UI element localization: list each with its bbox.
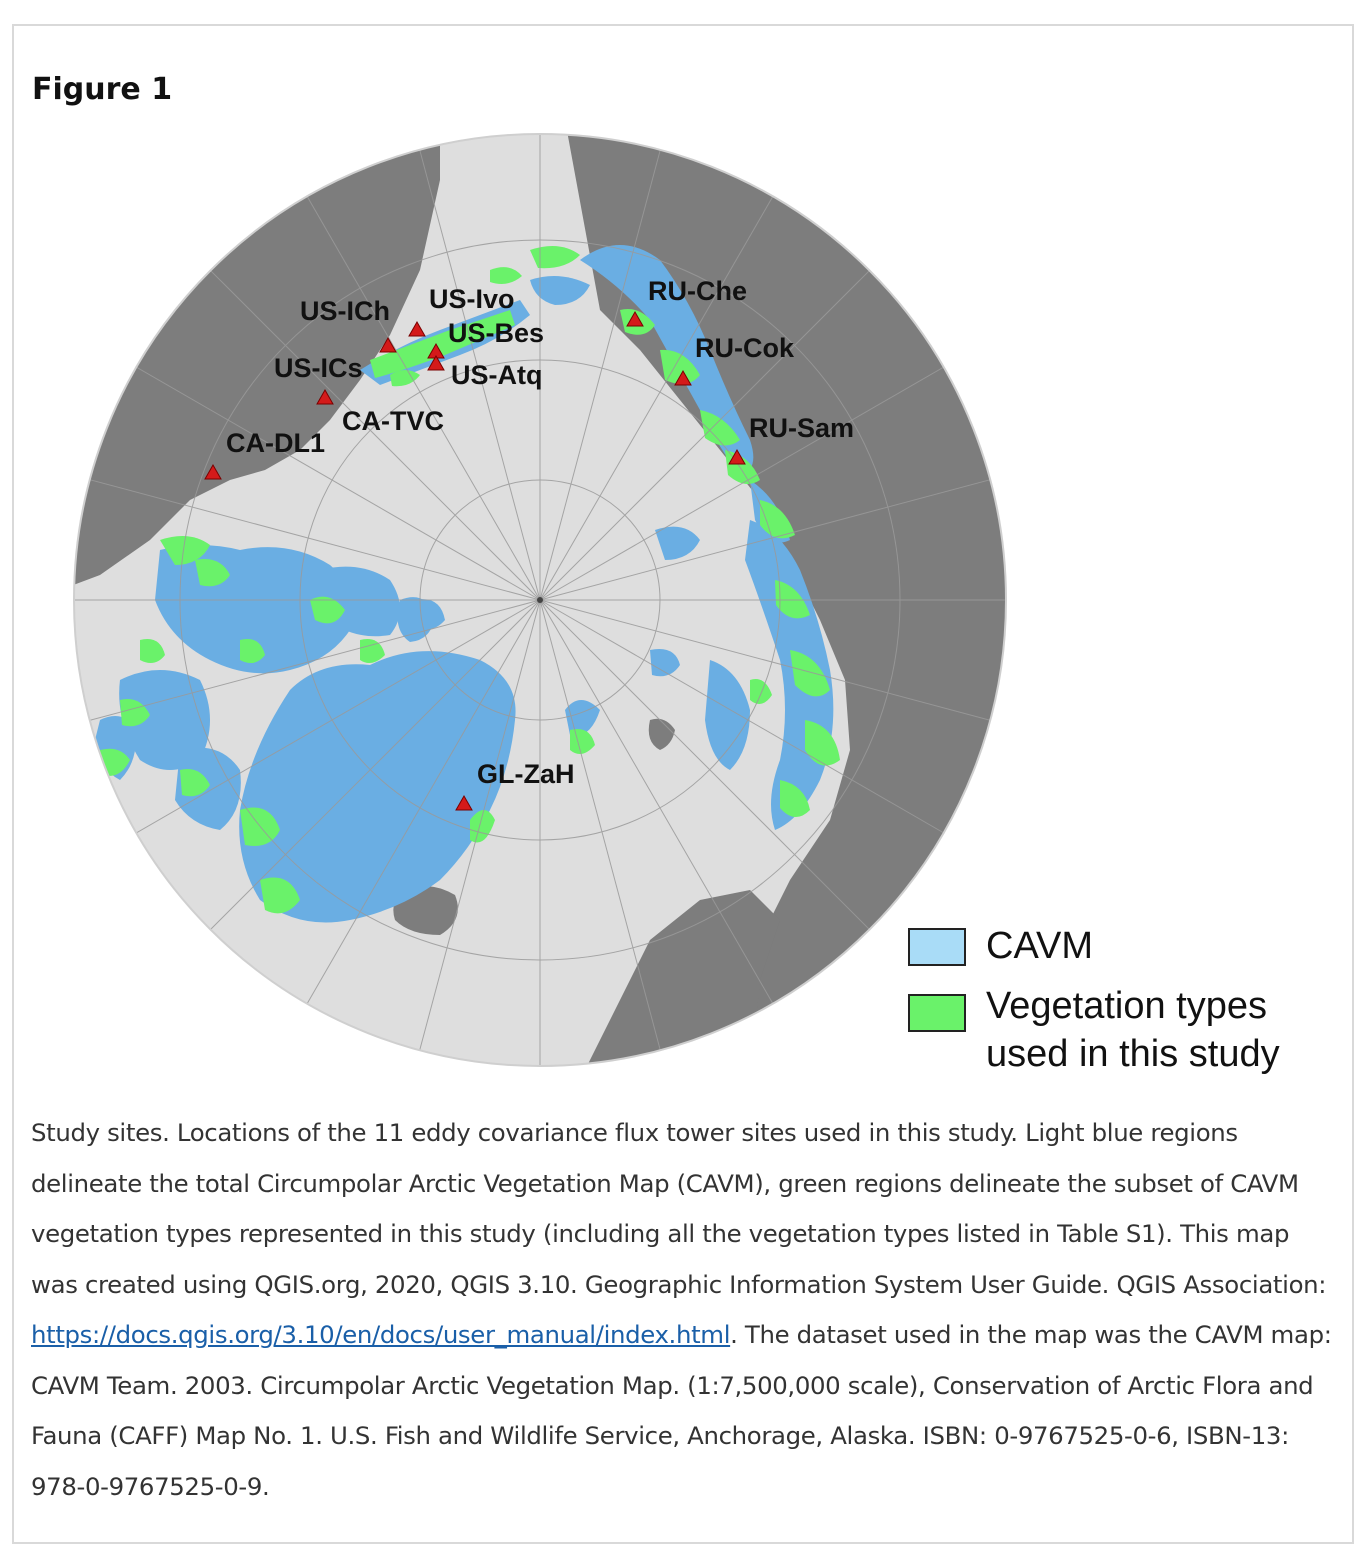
caption-text-part1: Study sites. Locations of the 11 eddy covariance flux tower sites used in this study. Light blue regions delineate the total Circumpolar Arctic Vegetation Map (CAVM), green regions delineate the subset of CAVM vegetation types represented in this study (including all the vegetation types listed in Table S1). This map was created using QGIS.org, 2020, QGIS 3.10. Geographic Information System User Guide. QGIS Association: <box>31 1118 1327 1299</box>
site-label-us-ich: US-ICh <box>300 296 390 326</box>
legend-label-vegetation-line1: Vegetation types <box>986 985 1267 1027</box>
arctic-map <box>60 120 1020 1080</box>
site-label-us-ics: US-ICs <box>274 353 363 383</box>
qgis-manual-link[interactable]: https://docs.qgis.org/3.10/en/docs/user_manual/index.html <box>31 1320 731 1349</box>
site-label-ru-che: RU-Che <box>648 276 747 306</box>
legend-swatch-cavm <box>908 928 966 966</box>
site-label-us-bes: US-Bes <box>448 318 545 348</box>
figure-caption <box>31 1108 1341 1512</box>
site-label-ca-dl1: CA-DL1 <box>226 428 325 458</box>
site-label-us-atq: US-Atq <box>451 360 543 390</box>
caption-text-part2: . The dataset used in the map was the CAVM map: CAVM Team. 2003. Circumpolar Arctic Vegetation Map. (1:7,500,000 scale), Conservation of Arctic Flora and Fauna (CAFF) Map No. 1. U.S. Fish and Wildlife Service, Anchorage, Alaska. ISBN: 0-9767525-0-6, ISBN-13: 978-0-9767525-0-9. <box>31 1320 1332 1501</box>
legend-swatch-vegetation <box>908 994 966 1032</box>
site-label-us-ivo: US-Ivo <box>429 284 515 314</box>
site-label-ca-tvc: CA-TVC <box>342 406 444 436</box>
legend-item-cavm <box>908 922 1348 982</box>
figure-title: Figure 1 <box>32 72 173 107</box>
legend-item-vegetation <box>908 982 1348 1092</box>
site-label-ru-sam: RU-Sam <box>749 413 855 443</box>
site-label-gl-zah: GL-ZaH <box>477 759 575 789</box>
legend-label-cavm: CAVM <box>986 925 1093 967</box>
site-label-ru-cok: RU-Cok <box>695 333 794 363</box>
legend-label-vegetation-line2: used in this study <box>986 1033 1280 1075</box>
map-legend <box>908 922 1348 1092</box>
